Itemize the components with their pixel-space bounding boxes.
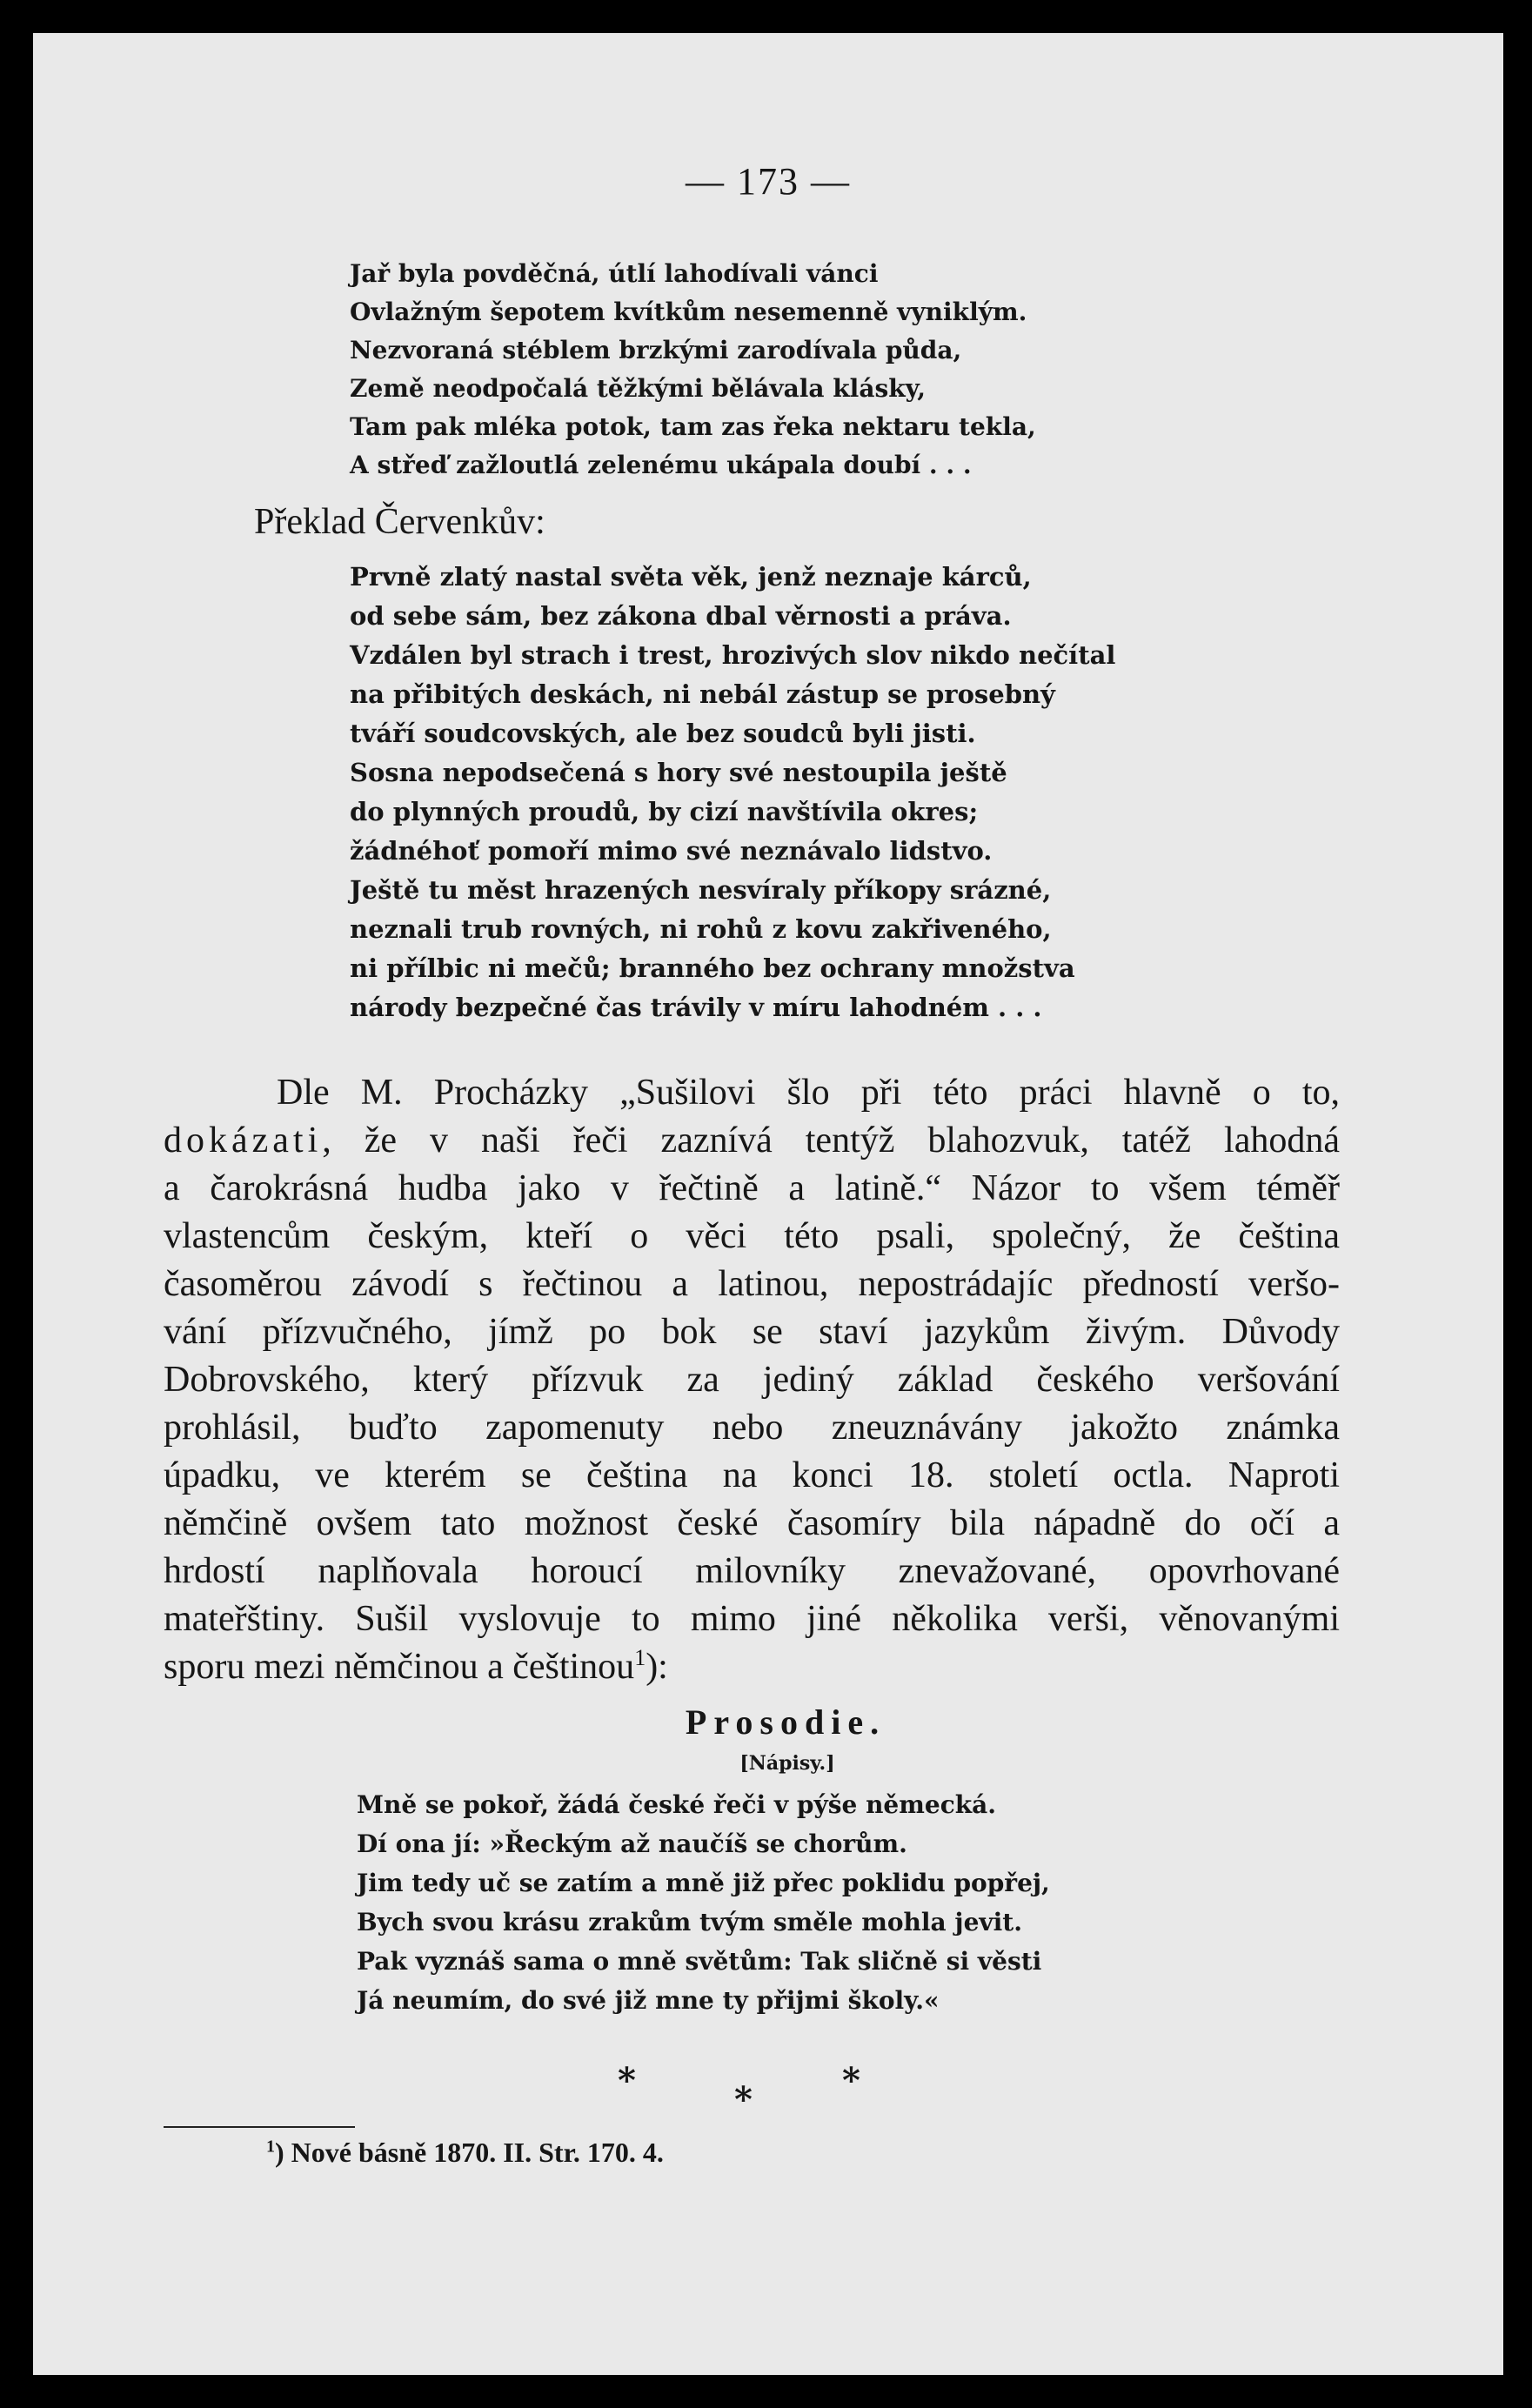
paragraph-line: a čarokrásná hudba jako v řečtině a latině.“ Názor to všem téměř	[164, 1168, 1340, 1208]
line-text: , že v naši řeči zaznívá tentýž blahozvuk, tatéž lahodná	[322, 1120, 1340, 1161]
page-number: — 173 —	[686, 160, 851, 203]
paragraph-line: prohlásil, buďto zapomenuty nebo zneuznávány jakožto známka	[164, 1408, 1340, 1448]
asterism-star: *	[734, 2079, 753, 2120]
footnote-marker: 1	[266, 2137, 275, 2157]
verse-line: Já neumím, do své již mne ty přijmi školy.«	[357, 1986, 940, 2015]
verse-line: do plynných proudů, by cizí navštívila okres;	[350, 797, 979, 826]
footnote-text: Nové básně 1870. II. Str. 170. 4.	[284, 2137, 664, 2168]
verse-line: Sosna nepodsečená s hory své nestoupila ještě	[350, 758, 1007, 787]
paragraph-line	[164, 1642, 1340, 1691]
verse-line: Jim tedy uč se zatím a mně již přec poklidu popřej,	[357, 1869, 1050, 1897]
asterism-star: *	[618, 2060, 636, 2101]
footnote-marker-close: )	[275, 2137, 284, 2168]
verse-line: Bych svou krásu zrakům tvým směle mohla jevit.	[357, 1908, 1022, 1936]
paragraph-line: časoměrou závodí s řečtinou a latinou, nepostrádajíc předností veršo-	[164, 1264, 1340, 1304]
verse-line: neznali trub rovných, ni rohů z kovu zakřiveného,	[350, 914, 1052, 944]
poem-title: Prosodie.	[685, 1702, 886, 1742]
verse-line: Nezvoraná stéblem brzkými zarodívala půda,	[350, 336, 962, 365]
translation-heading: Překlad Červenkův:	[254, 502, 545, 542]
verse-line: Mně se pokoř, žádá české řeči v pýše německá.	[357, 1790, 997, 1819]
verse-line: A střeď zažloutlá zelenému ukápala doubí . . .	[350, 451, 972, 479]
line-text: sporu mezi němčinou a češtinou	[164, 1647, 635, 1687]
paragraph-line: úpadku, ve kterém se čeština na konci 18. století octla. Naproti	[164, 1455, 1340, 1495]
line-text: ):	[646, 1647, 668, 1687]
verse-line: Ovlažným šepotem kvítkům nesemenně vyniklým.	[350, 298, 1027, 326]
paragraph-line: němčině ovšem tato možnost české časomíry bila nápadně do očí a	[164, 1503, 1340, 1543]
paragraph-line: hrdostí naplňovala horoucí milovníky znevažované, opovrhované	[164, 1551, 1340, 1591]
verse-line: žádnéhoť pomoří mimo své neznávalo lidstvo.	[350, 836, 993, 866]
paragraph-line: mateřštiny. Sušil vyslovuje to mimo jiné několika verši, věnovanými	[164, 1599, 1340, 1639]
footnote-divider	[164, 2126, 355, 2128]
footnote-reference[interactable]: 1	[634, 1645, 646, 1670]
asterism-star: *	[842, 2060, 860, 2101]
verse-line: na přibitých deskách, ni nebál zástup se prosebný	[350, 679, 1055, 709]
verse-line: Prvně zlatý nastal světa věk, jenž neznaje kárců,	[350, 562, 1032, 592]
verse-line: Pak vyznáš sama o mně světům: Tak sličně si věsti	[357, 1947, 1042, 1976]
paragraph-line: Dle M. Procházky „Sušilovi šlo při této práci hlavně o to,	[277, 1073, 1340, 1113]
verse-line: Jař byla povděčná, útlí lahodívali vánci	[350, 259, 879, 288]
verse-line: Vzdálen byl strach i trest, hrozivých slov nikdo nečítal	[350, 640, 1116, 670]
poem-subtitle: [Nápisy.]	[739, 1752, 835, 1775]
verse-line: národy bezpečné čas trávily v míru lahodném . . .	[350, 993, 1042, 1022]
emphasized-word: dokázati	[164, 1120, 323, 1161]
document-page	[33, 33, 1503, 2375]
verse-line: Země neodpočalá těžkými bělávala klásky,	[350, 374, 926, 403]
verse-line: tváří soudcovských, ale bez soudců byli jisti.	[350, 719, 976, 748]
asterism	[33, 2060, 1503, 2120]
verse-line: od sebe sám, bez zákona dbal věrnosti a práva.	[350, 601, 1012, 631]
paragraph-line: vání přízvučného, jímž po bok se staví jazykům živým. Důvody	[164, 1312, 1340, 1352]
footnote	[266, 2137, 664, 2169]
verse-line: Dí ona jí: »Řeckým až naučíš se chorům.	[357, 1829, 907, 1858]
paragraph-line: Dobrovského, který přízvuk za jediný základ českého veršování	[164, 1360, 1340, 1400]
verse-line: Ještě tu měst hrazených nesvíraly příkopy srázné,	[350, 875, 1052, 905]
verse-line: Tam pak mléka potok, tam zas řeka nektaru tekla,	[350, 412, 1036, 441]
paragraph-line: vlastencům českým, kteří o věci této psali, společný, že čeština	[164, 1216, 1340, 1256]
paragraph-line	[164, 1116, 1340, 1165]
verse-line: ni přílbic ni mečů; branného bez ochrany množstva	[350, 953, 1075, 983]
